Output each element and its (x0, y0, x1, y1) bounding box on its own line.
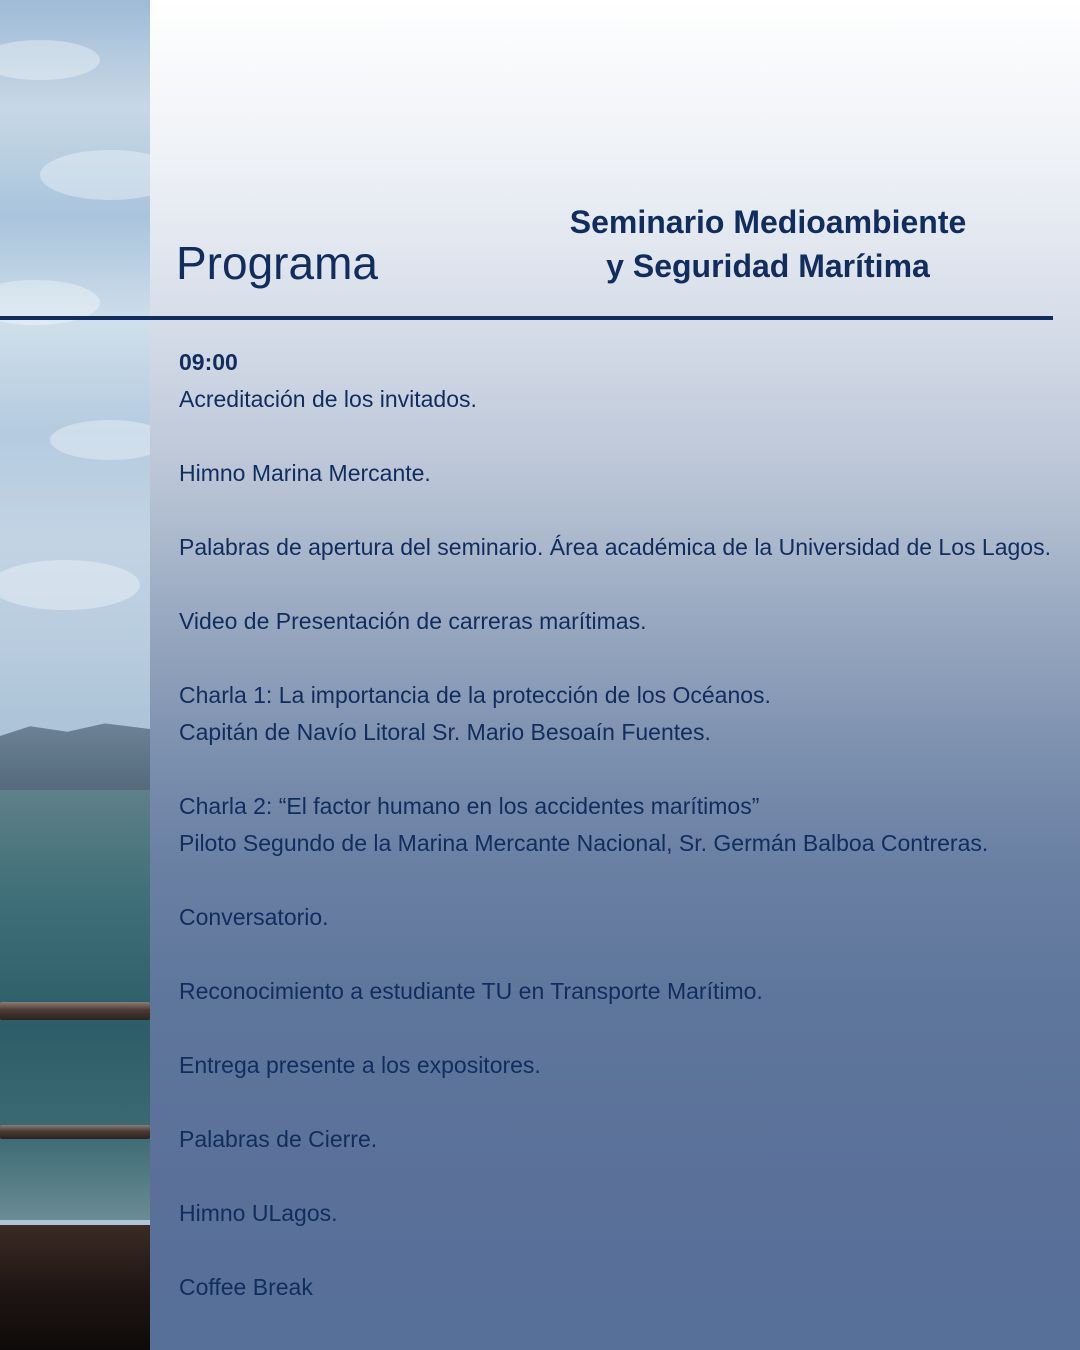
program-item (179, 381, 1059, 418)
program-item-line: Palabras de apertura del seminario. Área académica de la Universidad de Los Lagos. (179, 534, 1051, 560)
program-item-line: Coffee Break (179, 1274, 313, 1300)
program-item (179, 1195, 1059, 1232)
program-item (179, 899, 1059, 936)
program-list (179, 344, 1059, 1343)
program-item-line: Palabras de Cierre. (179, 1126, 378, 1152)
program-item (179, 603, 1059, 640)
program-item-line: Conversatorio. (179, 904, 329, 930)
program-item (179, 455, 1059, 492)
program-item (179, 1121, 1059, 1158)
program-item-line: Capitán de Navío Litoral Sr. Mario Besoaín Fuentes. (179, 719, 711, 745)
program-item-line: Reconocimiento a estudiante TU en Transporte Marítimo. (179, 978, 763, 1004)
program-item-line: Himno ULagos. (179, 1200, 338, 1226)
start-time: 09:00 (179, 349, 238, 375)
seminar-title-line2: y Seguridad Marítima (606, 248, 930, 284)
program-item-line: Entrega presente a los expositores. (179, 1052, 541, 1078)
sea-photo-strip (0, 0, 150, 1350)
boat-railing-lower (0, 1125, 150, 1139)
mountains (0, 722, 150, 792)
seminar-title (508, 200, 1028, 288)
program-item (179, 677, 1059, 751)
program-item (179, 788, 1059, 862)
program-item-line: Acreditación de los invitados. (179, 386, 477, 412)
header-divider (0, 316, 1053, 320)
program-item-line: Charla 1: La importancia de la protección de los Océanos. (179, 682, 771, 708)
boat-railing (0, 1002, 150, 1020)
program-item (179, 1047, 1059, 1084)
program-item (179, 1269, 1059, 1306)
boat-deck (0, 1225, 150, 1350)
program-item-line: Charla 2: “El factor humano en los accidentes marítimos” (179, 793, 760, 819)
program-item (179, 529, 1059, 566)
program-item (179, 973, 1059, 1010)
program-item-line: Himno Marina Mercante. (179, 460, 431, 486)
program-item-line: Piloto Segundo de la Marina Mercante Nacional, Sr. Germán Balboa Contreras. (179, 830, 989, 856)
page-title: Programa (176, 237, 378, 289)
seminar-title-line1: Seminario Medioambiente (569, 204, 967, 240)
program-item-line: Video de Presentación de carreras marítimas. (179, 608, 647, 634)
